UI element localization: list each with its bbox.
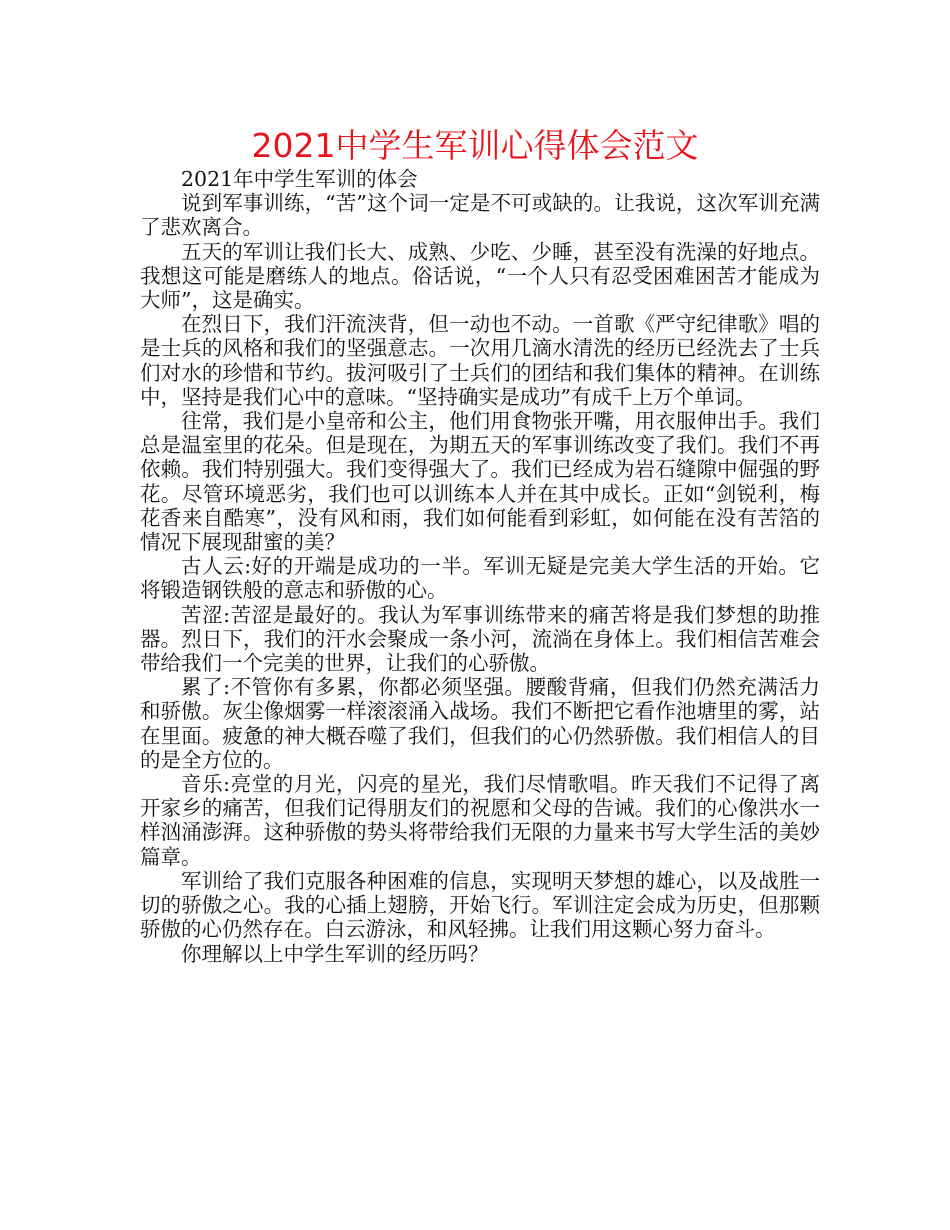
paragraph: 音乐:亮堂的月光，闪亮的星光，我们尽情歌唱。昨天我们不记得了离开家乡的痛苦，但我们记得朋友们的祝愿和父母的告诫。我们的心像洪水一样汹涌澎湃。这种骄傲的势头将带给我们无限的力量来书写大学生活的美妙篇章。 bbox=[140, 772, 820, 869]
paragraph-subtitle: 2021年中学生军训的体会 bbox=[181, 167, 418, 191]
paragraph: 说到军事训练，“苦”这个词一定是不可或缺的。让我说，这次军训充满了悲欢离合。 bbox=[140, 191, 820, 240]
paragraph: 累了:不管你有多累，你都必须坚强。腰酸背痛，但我们仍然充满活力和骄傲。灰尘像烟雾一样滚滚涌入战场。我们不断把它看作池塘里的雾，站在里面。疲惫的神大概吞噬了我们，但我们的心仍然骄傲。我们相信人的目的是全方位的。 bbox=[140, 675, 820, 772]
document-title: 2021中学生军训心得体会范文 bbox=[251, 126, 699, 165]
paragraph: 苦涩:苦涩是最好的。我认为军事训练带来的痛苦将是我们梦想的助推器。烈日下，我们的汗水会聚成一条小河，流淌在身体上。我们相信苦难会带给我们一个完美的世界，让我们的心骄傲。 bbox=[140, 602, 820, 676]
paragraph-closing-question: 你理解以上中学生军训的经历吗？ bbox=[181, 941, 489, 966]
paragraph: 五天的军训让我们长大、成熟、少吃、少睡，甚至没有洗澡的好地点。我想这可能是磨练人的地点。俗话说，“一个人只有忍受困难困苦才能成为大师”，这是确实。 bbox=[140, 239, 820, 313]
document-body bbox=[140, 167, 820, 966]
paragraph: 古人云:好的开端是成功的一半。军训无疑是完美大学生活的开始。它将锻造钢铁般的意志和骄傲的心。 bbox=[140, 554, 820, 603]
paragraph: 军训给了我们克服各种困难的信息，实现明天梦想的雄心，以及战胜一切的骄傲之心。我的心插上翅膀，开始飞行。军训注定会成为历史，但那颗骄傲的心仍然存在。白云游泳，和风轻拂。让我们用这颗心努力奋斗。 bbox=[140, 868, 820, 942]
paragraph: 在烈日下，我们汗流浃背，但一动也不动。一首歌《严守纪律歌》唱的是士兵的风格和我们的坚强意志。一次用几滴水清洗的经历已经洗去了士兵们对水的珍惜和节约。拔河吸引了士兵们的团结和我们集体的精神。在训练中，坚持是我们心中的意味。“坚持确实是成功”有成千上万个单词。 bbox=[140, 312, 820, 409]
paragraph: 往常，我们是小皇帝和公主，他们用食物张开嘴，用衣服伸出手。我们总是温室里的花朵。但是现在，为期五天的军事训练改变了我们。我们不再依赖。我们特别强大。我们变得强大了。我们已经成为岩石缝隙中倔强的野花。尽管环境恶劣，我们也可以训练本人并在其中成长。正如“剑锐利，梅花香来自酷寒”，没有风和雨，我们如何能看到彩虹，如何能在没有苦箔的情况下展现甜蜜的美？ bbox=[140, 409, 820, 555]
